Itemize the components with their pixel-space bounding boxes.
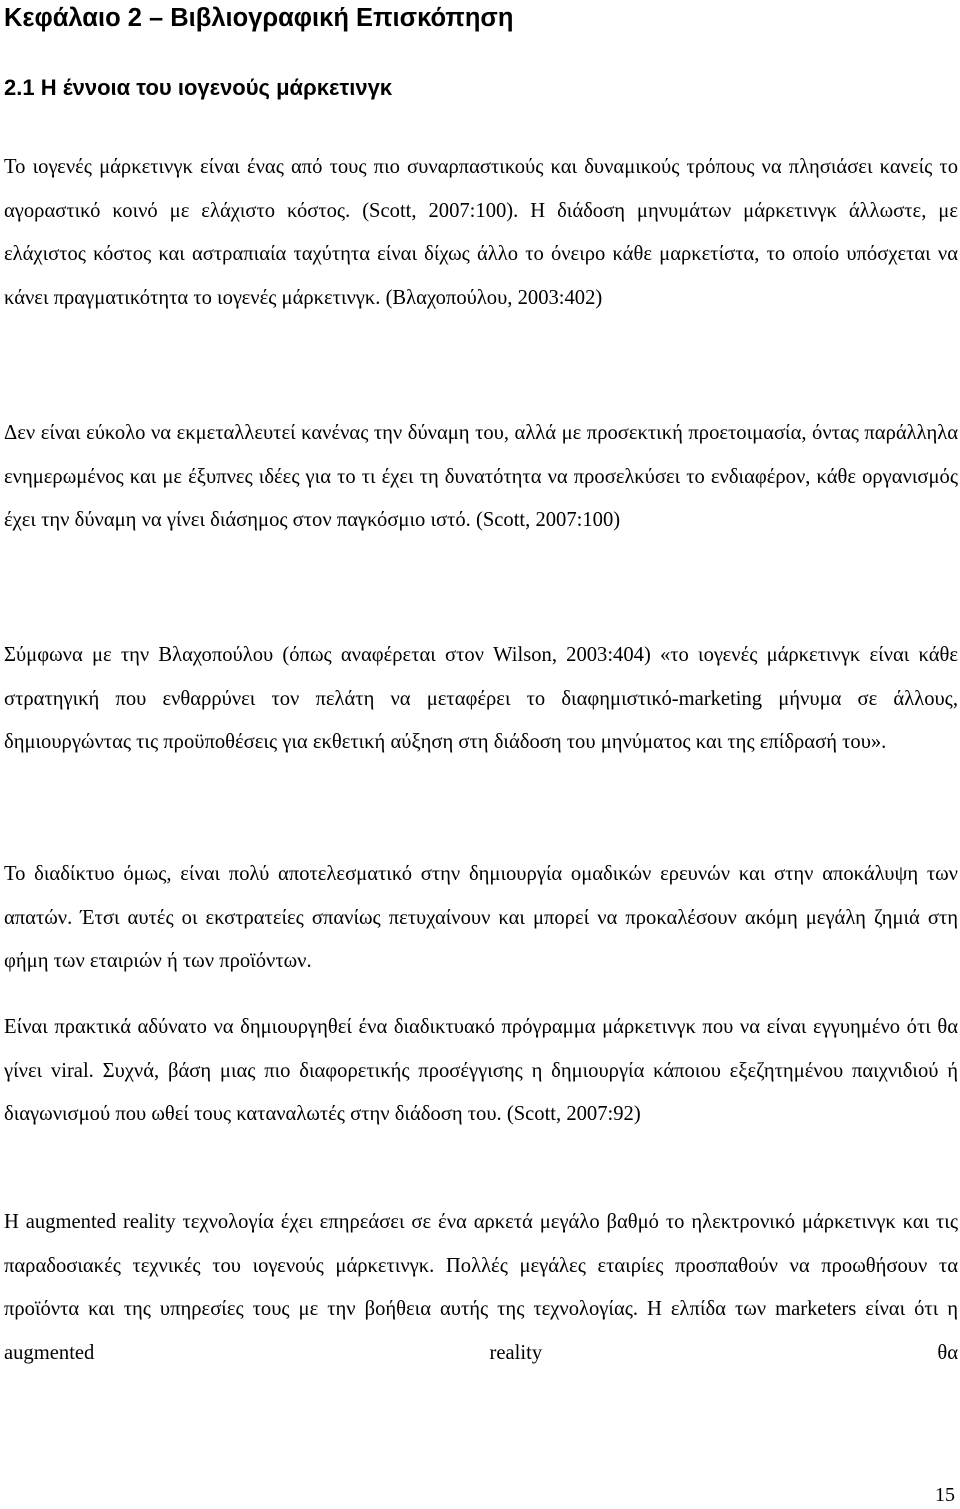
paragraph-internet-investigations: Το διαδίκτυο όμως, είναι πολύ αποτελεσματικό στην δημιουργία ομαδικών ερευνών και στην αποκάλυψη των απατών. Έτσι αυτές οι εκστρατείες σπανίως πετυχαίνουν και μπορεί να προκαλέσουν ακόμη μεγάλη ζημιά στη φήμη των εταιριών ή των προϊόντων. [4, 863, 958, 973]
paragraph-definition-quote: Σύμφωνα με την Βλαχοπούλου (όπως αναφέρεται στον Wilson, 2003:404) «το ιογενές μάρκετινγκ είναι κάθε στρατηγική που ενθαρρύνει τον πελάτη να μεταφέρει το διαφημιστικό-marketing μήνυμα σε άλλους, δημιουργώντας τις προϋποθέσεις για εκθετική αύξηση στη διάδοση του μηνύματος και της επίδρασή του». [4, 644, 958, 754]
paragraph-viral-marketing-intro: Το ιογενές μάρκετινγκ είναι ένας από τους πιο συναρπαστικούς και δυναμικούς τρόπους να πλησιάσει κανείς το αγοραστικό κοινό με ελάχιστο κόστος. (Scott, 2007:100). Η διάδοση μηνυμάτων μάρκετινγκ άλλωστε, με ελάχιστος κόστος και αστραπιαία ταχύτητα είναι δίχως άλλο το όνειρο κάθε μαρκετίστα, το οποίο υπόσχεται να κάνει πραγματικότητα το ιογενές μάρκετινγκ. (Βλαχοπούλου, 2003:402) [4, 156, 958, 309]
paragraph-augmented-reality: Η augmented reality τεχνολογία έχει επηρεάσει σε ένα αρκετά μεγάλο βαθμό το ηλεκτρονικό μάρκετινγκ και τις παραδοσιακές τεχνικές του ιογενούς μάρκετινγκ. Πολλές μεγάλες εταιρίες προσπαθούν να προωθήσουν τα προϊόντα και της υπηρεσίες τους με την βοήθεια αυτής της τεχνολογίας. Η ελπίδα των marketers είναι ότι η augmented reality θα [4, 1211, 958, 1364]
section-title: 2.1 Η έννοια του ιογενούς μάρκετινγκ [4, 75, 393, 100]
chapter-title: Κεφάλαιο 2 – Βιβλιογραφική Επισκόπηση [4, 4, 514, 32]
page-number: 15 [935, 1484, 955, 1506]
paragraph-power-of-viral: Δεν είναι εύκολο να εκμεταλλευτεί κανένας την δύναμη του, αλλά με προσεκτική προετοιμασία, όντας παράλληλα ενημερωμένος και με έξυπνες ιδέες για το τι έχει τη δυνατότητα να προσελκύσει το ενδιαφέρον, κάθε οργανισμός έχει την δύναμη να γίνει διάσημος στον παγκόσμιο ιστό. (Scott, 2007:100) [4, 422, 958, 532]
paragraph-practically-impossible: Είναι πρακτικά αδύνατο να δημιουργηθεί ένα διαδικτυακό πρόγραμμα μάρκετινγκ που να είναι εγγυημένο ότι θα γίνει viral. Συχνά, βάση μιας πιο διαφορετικής προσέγγισης η δημιουργία κάποιου εξεζητημένου παιχνιδιού ή διαγωνισμού που ωθεί τους καταναλωτές στην διάδοση του. (Scott, 2007:92) [4, 1016, 958, 1126]
